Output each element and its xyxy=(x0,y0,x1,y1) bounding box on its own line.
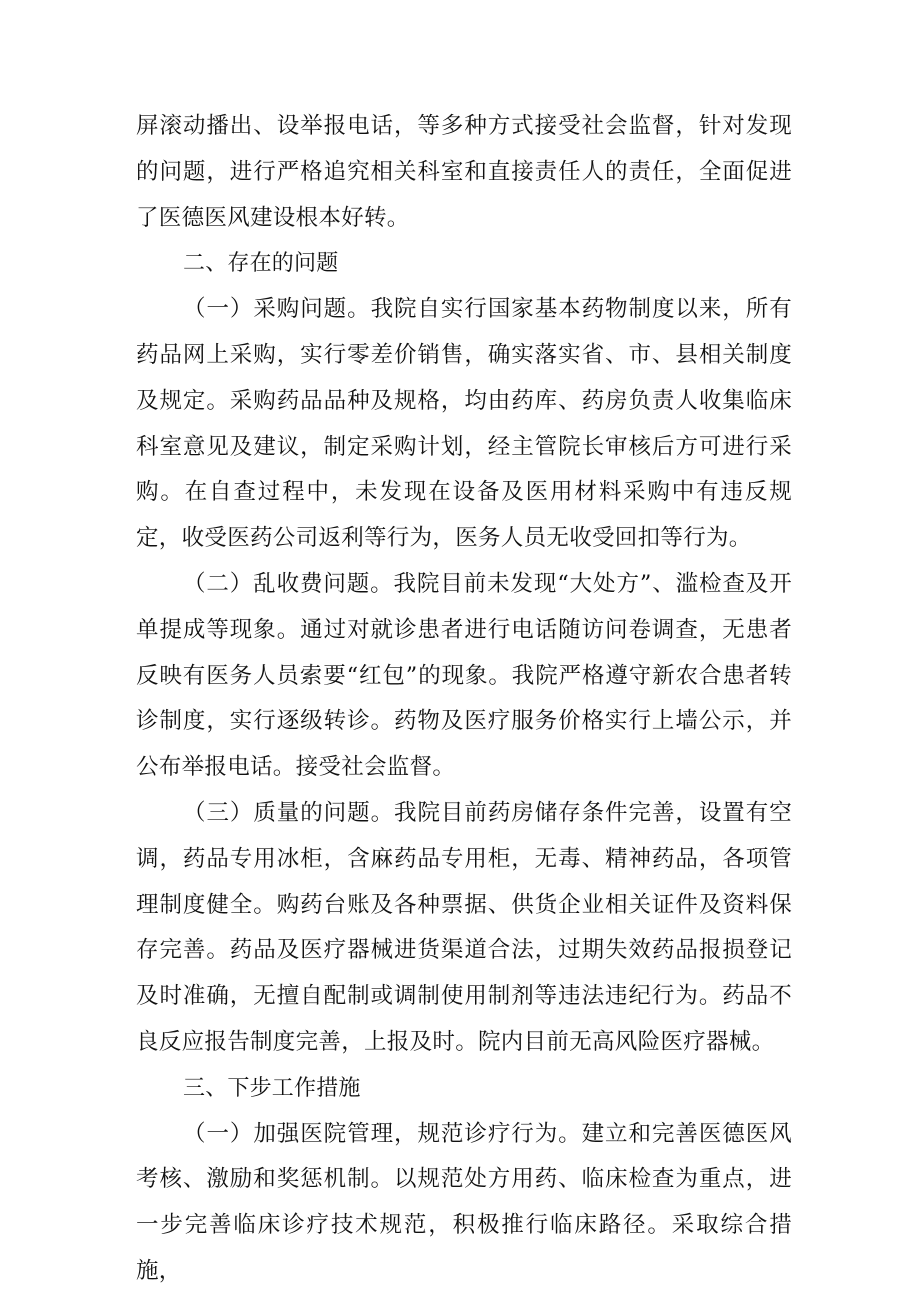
document-body xyxy=(136,104,792,1295)
section-heading-existing-problems: 二、存在的问题 xyxy=(183,251,339,277)
section-heading-next-steps: 三、下步工作措施 xyxy=(183,1075,361,1101)
paragraph-quality: （三）质量的问题。我院目前药房储存条件完善，设置有空调，药品专用冰柜，含麻药品专用柜，无毒、精神药品，各项管理制度健全。购药台账及各种票据、供货企业相关证件及资料保存完善。药品及医疗器械进货渠道合法，过期失效药品报损登记及时准确，无擅自配制或调制使用制剂等违法违纪行为。药品不良反应报告制度完善，上报及时。院内目前无高风险医疗器械。 xyxy=(136,799,792,1055)
paragraph-hospital-management: （一）加强医院管理，规范诊疗行为。建立和完善医德医风考核、激励和奖惩机制。以规范处方用药、临床检查为重点，进一步完善临床诊疗技术规范，积极推行临床路径。采取综合措施， xyxy=(136,1120,792,1284)
paragraph-continuation: 屏滚动播出、设举报电话，等多种方式接受社会监督，针对发现的问题，进行严格追究相关科室和直接责任人的责任，全面促进了医德医风建设根本好转。 xyxy=(136,113,792,231)
paragraph-charges: （二）乱收费问题。我院目前未发现“大处方”、滥检查及开单提成等现象。通过对就诊患者进行电话随访问卷调查，无患者反映有医务人员索要“红包”的现象。我院严格遵守新农合患者转诊制度，实行逐级转诊。药物及医疗服务价格实行上墙公示，并公布举报电话。接受社会监督。 xyxy=(136,570,792,781)
paragraph-procurement: （一）采购问题。我院自实行国家基本药物制度以来，所有药品网上采购，实行零差价销售，确实落实省、市、县相关制度及规定。采购药品品种及规格，均由药库、药房负责人收集临床科室意见及建议，制定采购计划，经主管院长审核后方可进行采购。在自查过程中，未发现在设备及医用材料采购中有违反规定，收受医药公司返利等行为，医务人员无收受回扣等行为。 xyxy=(136,296,792,552)
